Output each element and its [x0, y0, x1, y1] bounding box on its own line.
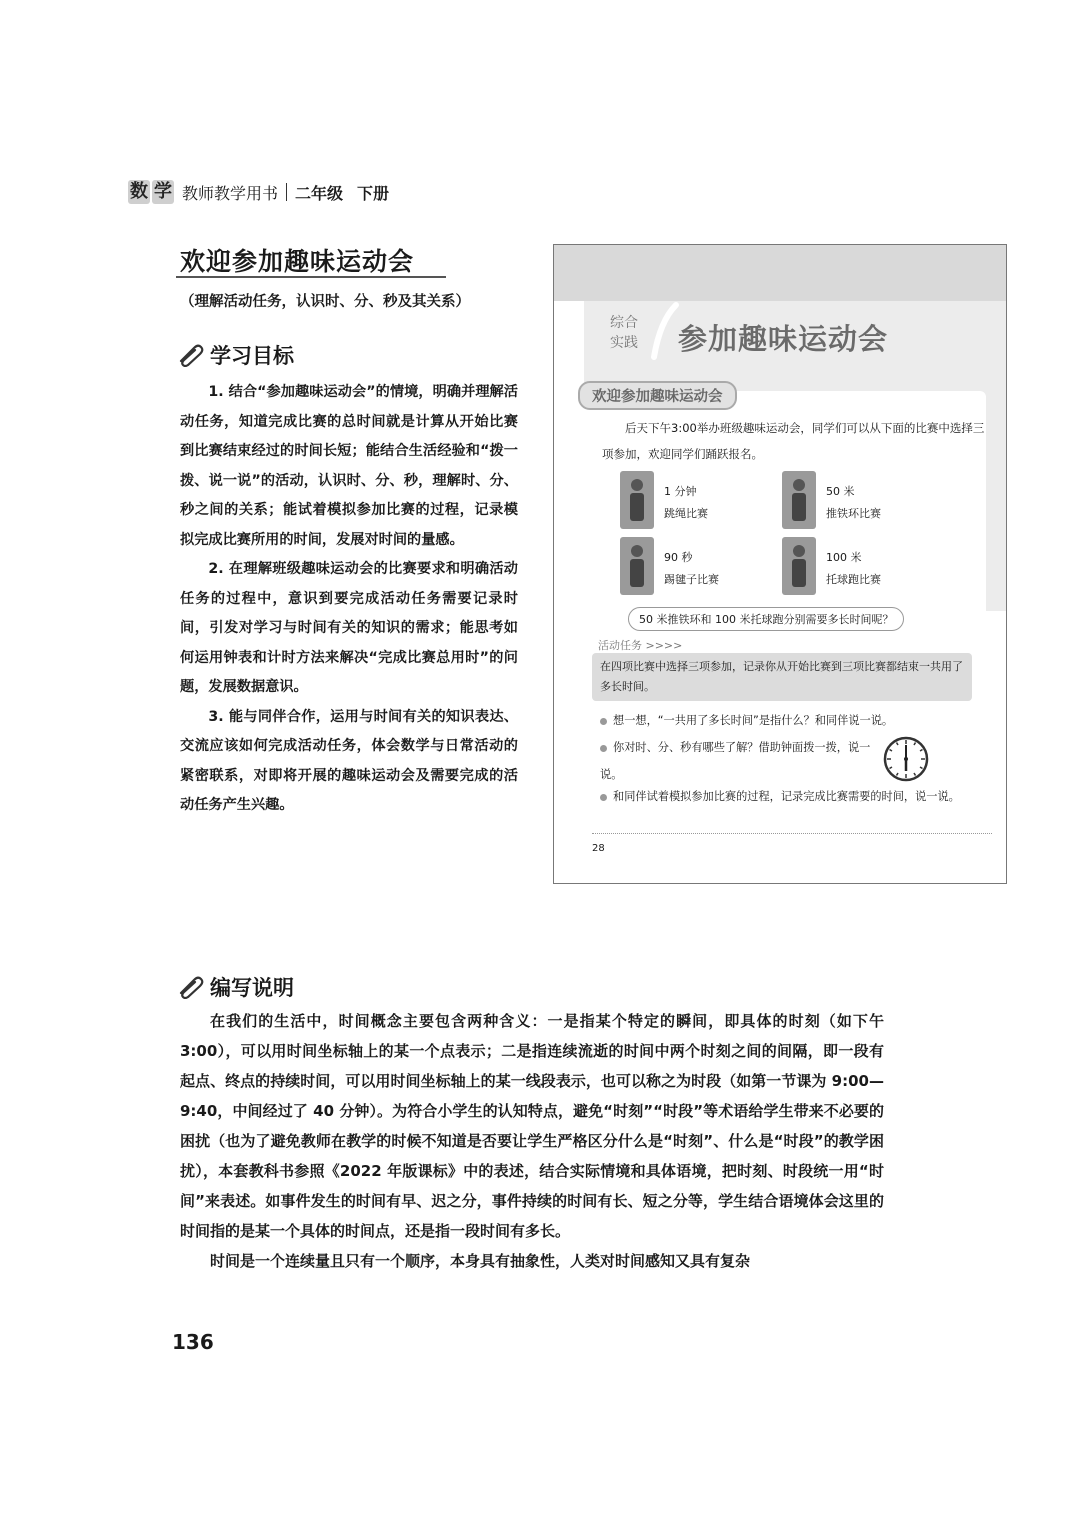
title-slash-decoration: [650, 301, 680, 361]
bullet-item: [600, 734, 880, 788]
paperclip-icon: [176, 343, 206, 367]
goal-paragraph: 1. 结合“参加趣味运动会”的情境，明确并理解活动任务，知道完成比赛的总时间就是计算从开始比赛到比赛结束经过的时间长短；能结合生活经验和“拨一拨、说一说”的活动，认识时、分、秒，理解时、分、秒之间的关系；能试着模拟参加比赛的过程，记录模拟完成比赛所用的时间，发展对时间的量感。: [180, 384, 518, 548]
task-label: 活动任务 >>>>: [598, 639, 683, 652]
bullet-item: [600, 783, 970, 810]
clock-icon: [882, 735, 930, 783]
bullet-text: 你对时、分、秒有哪些了解？借助钟面拨一拨，说一说。: [600, 741, 871, 781]
game-amount: 90 秒: [664, 551, 693, 564]
textbook-page-figure: [553, 244, 1007, 884]
notes-body: [180, 1006, 884, 1276]
subject-logo: [128, 180, 176, 204]
volume-label: 下册: [357, 183, 390, 203]
game-item: [620, 471, 778, 529]
child-photo: [782, 537, 816, 595]
bullet-item: [600, 707, 970, 734]
game-name: 跳绳比赛: [664, 507, 708, 520]
bullet-text: 想一想，“一共用了多长时间”是指什么？和同伴说一说。: [613, 714, 894, 727]
page-number: 136: [172, 1330, 214, 1354]
textbook-dotted-rule: [592, 833, 992, 834]
textbook-title: 参加趣味运动会: [678, 322, 889, 356]
notes-paragraph: 在我们的生活中，时间概念主要包含两种含义：一是指某个特定的瞬间，即具体的时刻（如下午 3:00），可以用时间坐标轴上的某一个点表示；二是指连续流逝的时间中两个时刻之间的间隔，即一段有起点、终点的持续时间，可以用时间坐标轴上的某一线段表示，也可以称之为时段（如第一节课为 9:00—9:40，中间经过了 40 分钟）。为符合小学生的认知特点，避免“时刻”“时段”等术语给学生带来不必要的困扰（也为了避免教师在教学的时候不知道是否要让学生严格区分什么是“时刻”、什么是“时段”的教学困扰），本套教科书参照《2022 年版课标》中的表述，结合实际情境和具体语境，把时刻、时段统一用“时间”来表述。如事件发生的时间有早、迟之分，事件持续的时间有长、短之分等，学生结合语境体会这里的时间指的是某一个具体的时间点，还是指一段时间有多长。: [180, 1012, 884, 1240]
grade-label: 二年级: [295, 183, 344, 203]
title-underline: [176, 276, 446, 278]
bullet-dot: [600, 718, 607, 725]
game-amount: 50 米: [826, 485, 855, 498]
running-header: [128, 178, 389, 206]
game-name: 踢毽子比赛: [664, 573, 719, 586]
textbook-top-band: [554, 245, 1006, 301]
logo-char: 数: [130, 181, 148, 202]
goals-heading-text: 学习目标: [210, 344, 294, 368]
textbook-intro: 后天下午3:00举办班级趣味运动会，同学们可以从下面的比赛中选择三项参加，欢迎同学们踊跃报名。: [602, 421, 985, 461]
textbook-page-number: 28: [592, 843, 605, 854]
textbook-section-pill: 欢迎参加趣味运动会: [578, 381, 737, 410]
category-line: 实践: [610, 335, 638, 351]
logo-char: 学: [154, 181, 172, 202]
notes-paragraph: 时间是一个连续量且只有一个顺序，本身具有抽象性，人类对时间感知又具有复杂: [210, 1252, 751, 1270]
game-item: [782, 471, 940, 529]
child-photo: [782, 471, 816, 529]
category-line: 综合: [610, 315, 638, 331]
paperclip-icon: [176, 975, 206, 999]
game-name: 托球跑比赛: [826, 573, 881, 586]
bullet-dot: [600, 745, 607, 752]
game-amount: 1 分钟: [664, 485, 697, 498]
task-box: 在四项比赛中选择三项参加，记录你从开始比赛到三项比赛都结束一共用了多长时间。: [592, 653, 972, 701]
game-amount: 100 米: [826, 551, 862, 564]
bullet-text: 和同伴试着模拟参加比赛的过程，记录完成比赛需要的时间，说一说。: [613, 790, 960, 803]
child-photo: [620, 537, 654, 595]
notes-heading: [176, 972, 294, 1002]
goals-body: [180, 378, 518, 821]
bullet-dot: [600, 794, 607, 801]
game-name: 推铁环比赛: [826, 507, 881, 520]
goal-paragraph: 3. 能与同伴合作，运用与时间有关的知识表达、交流应该如何完成活动任务，体会数学与日常活动的紧密联系，对即将开展的趣味运动会及需要完成的活动任务产生兴趣。: [180, 708, 518, 813]
header-divider: [286, 183, 287, 201]
game-item: [620, 537, 778, 595]
goal-paragraph: 2. 在理解班级趣味运动会的比赛要求和明确活动任务的过程中，意识到要完成活动任务需要记录时间，引发对学习与时间有关的知识的需求；能思考如何运用钟表和计时方法来解决“完成比赛总用时”的问题，发展数据意识。: [180, 561, 518, 695]
textbook-category: [602, 313, 646, 353]
game-item: [782, 537, 940, 595]
notes-heading-text: 编写说明: [210, 976, 294, 1000]
lesson-subtitle: （理解活动任务，认识时、分、秒及其关系）: [180, 294, 470, 310]
book-name: 教师教学用书: [182, 183, 279, 203]
child-photo: [620, 471, 654, 529]
lesson-title: 欢迎参加趣味运动会: [180, 247, 415, 276]
question-bubble: 50 米推铁环和 100 米托球跑分别需要多长时间呢？: [628, 607, 904, 631]
goals-heading: [176, 340, 294, 370]
